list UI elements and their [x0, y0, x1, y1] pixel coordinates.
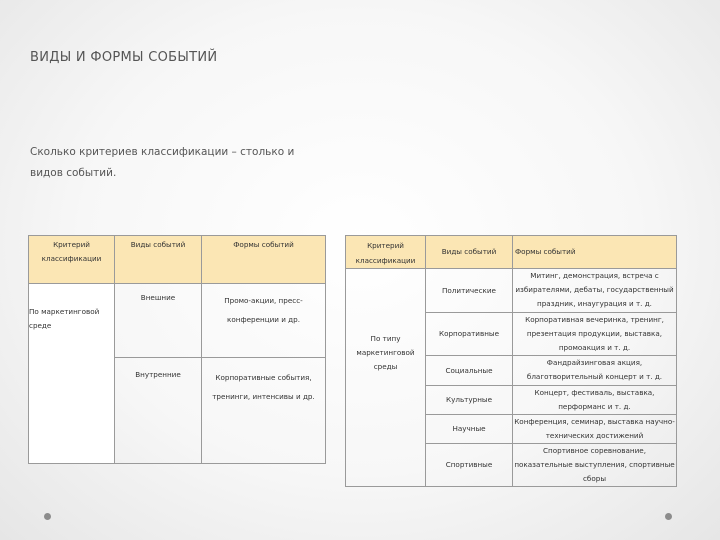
t2-form-cell: Фандрайзинговая акция, благотворительный концерт и т. д. [513, 356, 677, 386]
classification-table-2 [345, 235, 677, 487]
t2-type-cell: Научные [426, 415, 513, 444]
t1-header-criterion: Критерий классификации [29, 236, 115, 284]
t2-form-cell: Конференция, семинар, выставка научно-технических достижений [513, 415, 677, 444]
t1-type-cell: Внешние [115, 284, 202, 358]
t2-type-cell: Корпоративные [426, 313, 513, 356]
t2-form-cell: Спортивное соревнование, показательные выступления, спортивные сборы [513, 444, 677, 487]
t2-form-cell: Корпоративная вечеринка, тренинг, презентация продукции, выставка, промоакция и т. д. [513, 313, 677, 356]
t1-header-forms: Формы событий [202, 236, 326, 284]
t1-criterion: По маркетинговой среде [29, 284, 115, 464]
t2-type-cell: Культурные [426, 386, 513, 415]
page-subtitle: Сколько критериев классификации – столько и видов событий. [30, 146, 295, 179]
t2-criterion: По типу маркетинговой среды [346, 269, 426, 487]
t2-header-types: Виды событий [426, 236, 513, 269]
t2-header-criterion: Критерий классификации [346, 236, 426, 269]
page-title: ВИДЫ И ФОРМЫ СОБЫТИЙ [30, 50, 218, 65]
decorative-dot-right [665, 513, 672, 520]
t2-type-cell: Социальные [426, 356, 513, 386]
t2-type-cell: Политические [426, 269, 513, 313]
t1-type-cell: Внутренние [115, 358, 202, 464]
t2-form-cell: Митинг, демонстрация, встреча с избирателями, дебаты, государственный праздник, инаугурация и т. д. [513, 269, 677, 313]
t1-form-cell: Корпоративные события, тренинги, интенсивы и др. [202, 358, 326, 464]
t1-form-cell: Промо-акции, пресс-конференции и др. [202, 284, 326, 358]
t2-header-forms: Формы событий [513, 236, 677, 269]
t2-form-cell: Концерт, фестиваль, выставка, перформанс и т. д. [513, 386, 677, 415]
t2-type-cell: Спортивные [426, 444, 513, 487]
classification-table-1 [28, 235, 326, 464]
t1-header-types: Виды событий [115, 236, 202, 284]
decorative-dot-left [44, 513, 51, 520]
